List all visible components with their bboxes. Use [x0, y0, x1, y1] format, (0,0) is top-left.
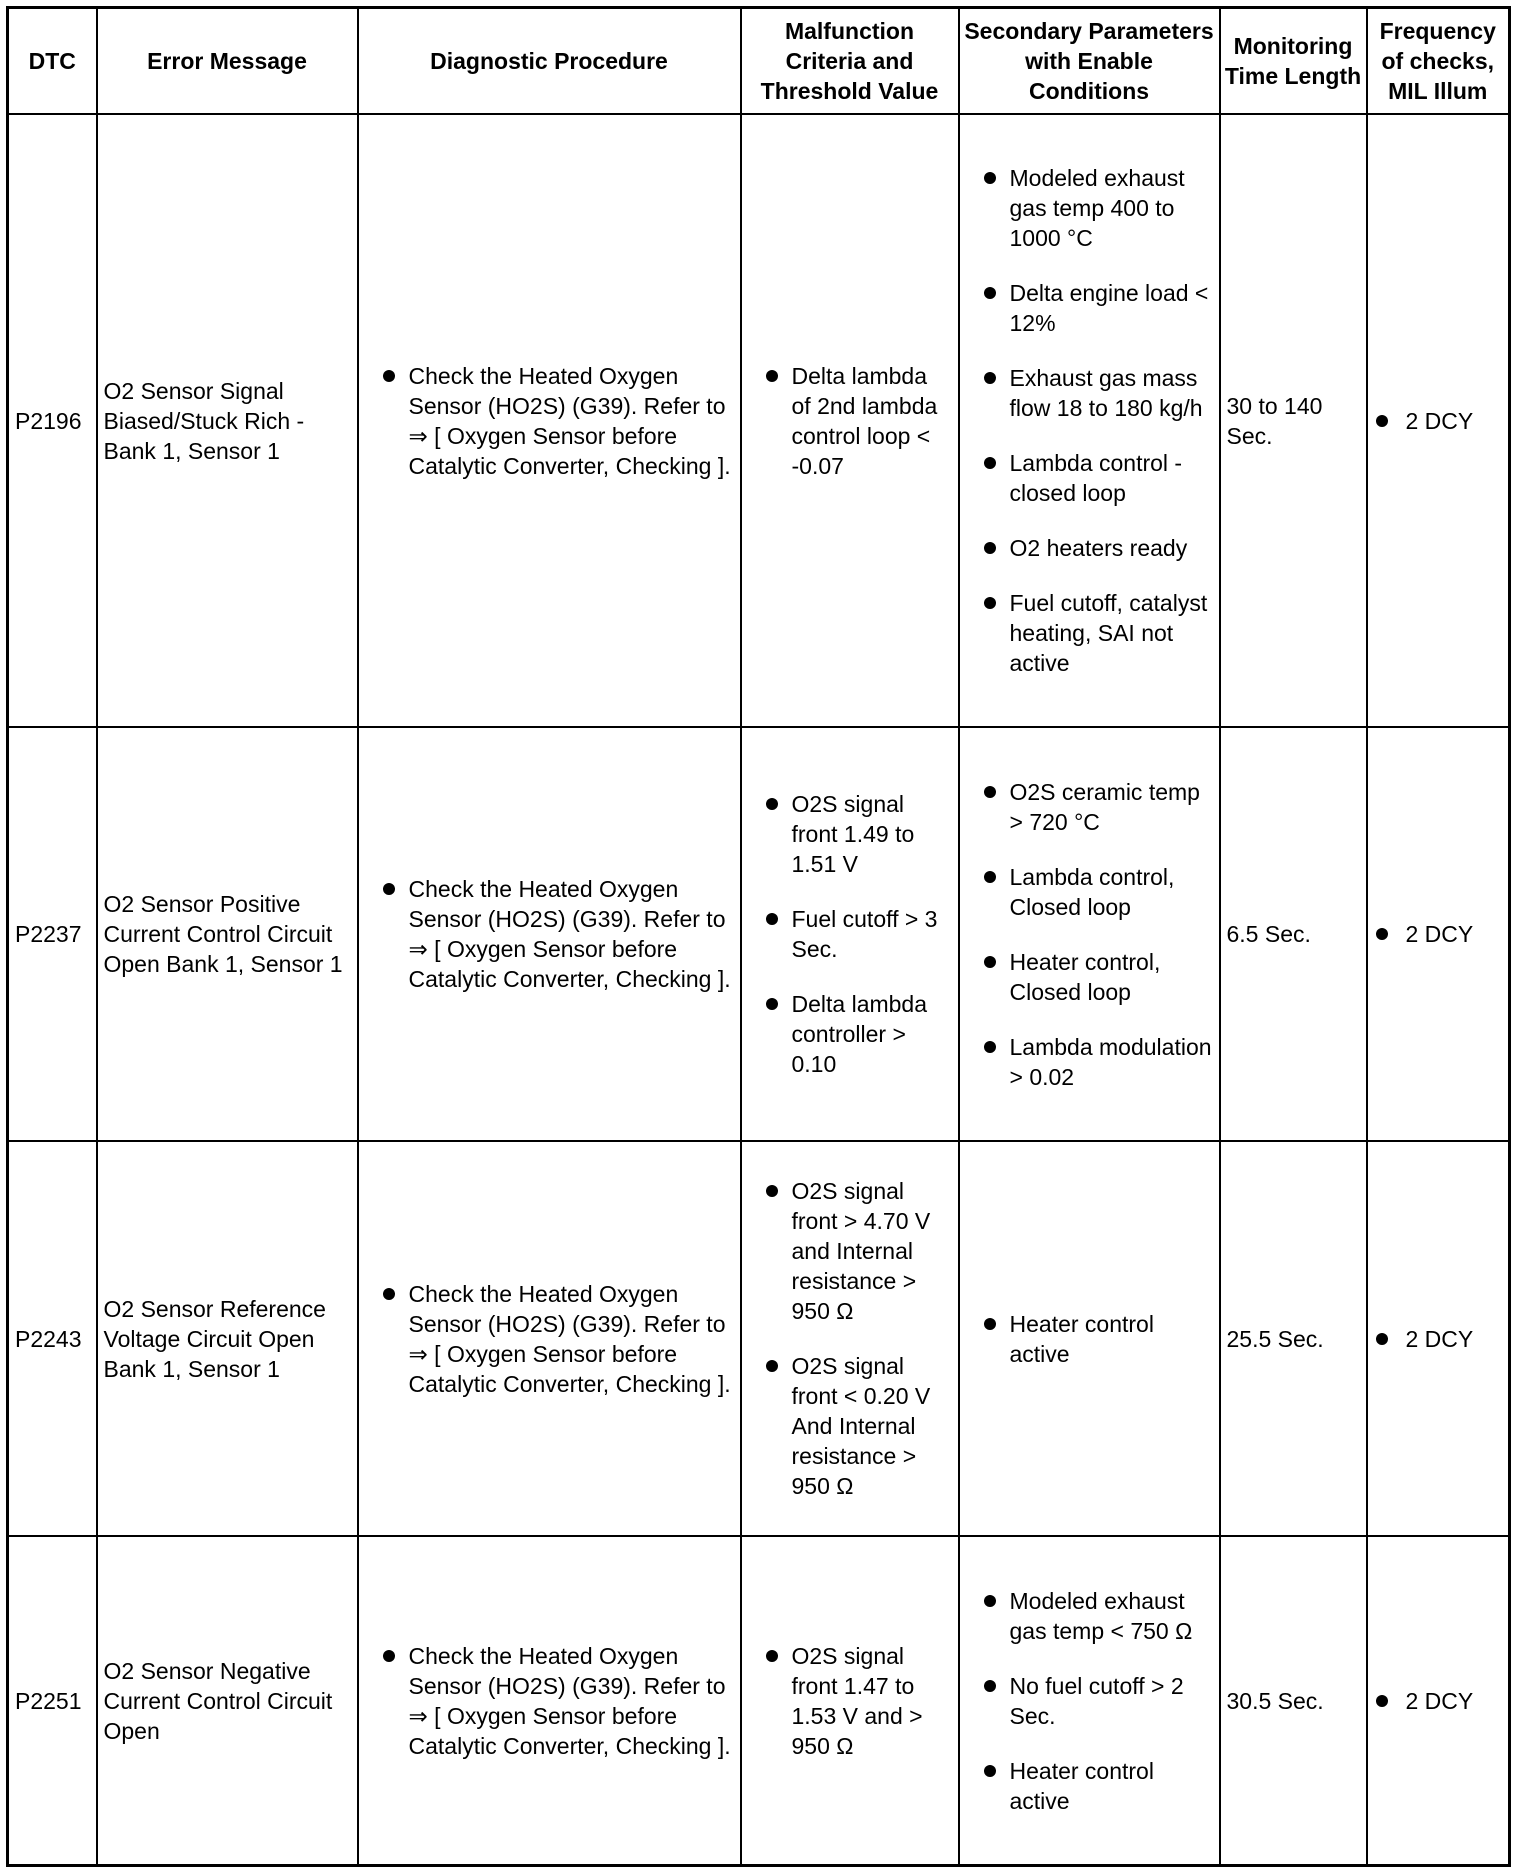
- secondary-item: Heater control active: [966, 1756, 1213, 1816]
- header-secondary-parameters: Secondary Parameters with Enable Conditions: [959, 8, 1220, 115]
- table-row: [8, 727, 1510, 1141]
- criteria-item: Delta lambda of 2nd lambda control loop < -0.07: [748, 361, 952, 481]
- criteria-item: O2S signal front > 4.70 V and Internal resistance > 950 Ω: [748, 1176, 952, 1326]
- diagnostic-procedure: [358, 727, 741, 1141]
- header-frequency: Frequency of checks, MIL Illum: [1367, 8, 1510, 115]
- frequency-value: 2 DCY: [1374, 406, 1474, 436]
- dtc-table: [6, 6, 1511, 1867]
- monitoring-time: 25.5 Sec.: [1220, 1141, 1367, 1536]
- frequency-value: 2 DCY: [1374, 1686, 1474, 1716]
- monitoring-time: 30 to 140 Sec.: [1220, 114, 1367, 727]
- diagnostic-procedure: [358, 114, 741, 727]
- secondary-item: Delta engine load < 12%: [966, 278, 1213, 338]
- header-diagnostic-procedure: Diagnostic Procedure: [358, 8, 741, 115]
- criteria-item: O2S signal front < 0.20 V And Internal resistance > 950 Ω: [748, 1351, 952, 1501]
- error-message: O2 Sensor Negative Current Control Circuit Open: [97, 1536, 358, 1866]
- secondary-parameters: [959, 114, 1220, 727]
- secondary-parameters: [959, 1141, 1220, 1536]
- criteria-item: O2S signal front 1.49 to 1.51 V: [748, 789, 952, 879]
- header-malfunction-criteria: Malfunction Criteria and Threshold Value: [741, 8, 959, 115]
- frequency-value: 2 DCY: [1374, 919, 1474, 949]
- frequency-value: 2 DCY: [1374, 1324, 1474, 1354]
- criteria-item: Fuel cutoff > 3 Sec.: [748, 904, 952, 964]
- secondary-item: Heater control, Closed loop: [966, 947, 1213, 1007]
- secondary-item: Lambda control - closed loop: [966, 448, 1213, 508]
- header-dtc: DTC: [8, 8, 97, 115]
- malfunction-criteria: [741, 114, 959, 727]
- table-row: [8, 1536, 1510, 1866]
- error-message: O2 Sensor Positive Current Control Circuit Open Bank 1, Sensor 1: [97, 727, 358, 1141]
- table-row: [8, 1141, 1510, 1536]
- header-error-message: Error Message: [97, 8, 358, 115]
- secondary-item: Exhaust gas mass flow 18 to 180 kg/h: [966, 363, 1213, 423]
- secondary-item: Heater control active: [966, 1309, 1213, 1369]
- dtc-code: P2237: [8, 727, 97, 1141]
- criteria-item: Delta lambda controller > 0.10: [748, 989, 952, 1079]
- secondary-item: Lambda control, Closed loop: [966, 862, 1213, 922]
- malfunction-criteria: [741, 1141, 959, 1536]
- procedure-item: Check the Heated Oxygen Sensor (HO2S) (G39). Refer to ⇒ [ Oxygen Sensor before Catalytic Converter, Checking ].: [365, 1279, 734, 1399]
- secondary-item: Lambda modulation > 0.02: [966, 1032, 1213, 1092]
- frequency-cell: [1367, 1536, 1510, 1866]
- secondary-item: Modeled exhaust gas temp 400 to 1000 °C: [966, 163, 1213, 253]
- procedure-item: Check the Heated Oxygen Sensor (HO2S) (G39). Refer to ⇒ [ Oxygen Sensor before Catalytic Converter, Checking ].: [365, 874, 734, 994]
- header-row: [8, 8, 1510, 115]
- malfunction-criteria: [741, 1536, 959, 1866]
- dtc-code: P2251: [8, 1536, 97, 1866]
- procedure-item: Check the Heated Oxygen Sensor (HO2S) (G39). Refer to ⇒ [ Oxygen Sensor before Catalytic Converter, Checking ].: [365, 1641, 734, 1761]
- secondary-item: No fuel cutoff > 2 Sec.: [966, 1671, 1213, 1731]
- dtc-code: P2243: [8, 1141, 97, 1536]
- diagnostic-procedure: [358, 1536, 741, 1866]
- procedure-item: Check the Heated Oxygen Sensor (HO2S) (G39). Refer to ⇒ [ Oxygen Sensor before Catalytic Converter, Checking ].: [365, 361, 734, 481]
- header-monitoring-time: Monitoring Time Length: [1220, 8, 1367, 115]
- secondary-item: Modeled exhaust gas temp < 750 Ω: [966, 1586, 1213, 1646]
- frequency-cell: [1367, 727, 1510, 1141]
- secondary-parameters: [959, 1536, 1220, 1866]
- diagnostic-procedure: [358, 1141, 741, 1536]
- frequency-cell: [1367, 114, 1510, 727]
- secondary-item: O2S ceramic temp > 720 °C: [966, 777, 1213, 837]
- table-row: [8, 114, 1510, 727]
- frequency-cell: [1367, 1141, 1510, 1536]
- malfunction-criteria: [741, 727, 959, 1141]
- monitoring-time: 30.5 Sec.: [1220, 1536, 1367, 1866]
- secondary-item: O2 heaters ready: [966, 533, 1213, 563]
- criteria-item: O2S signal front 1.47 to 1.53 V and > 950 Ω: [748, 1641, 952, 1761]
- monitoring-time: 6.5 Sec.: [1220, 727, 1367, 1141]
- error-message: O2 Sensor Reference Voltage Circuit Open Bank 1, Sensor 1: [97, 1141, 358, 1536]
- error-message: O2 Sensor Signal Biased/Stuck Rich - Bank 1, Sensor 1: [97, 114, 358, 727]
- secondary-item: Fuel cutoff, catalyst heating, SAI not active: [966, 588, 1213, 678]
- secondary-parameters: [959, 727, 1220, 1141]
- dtc-code: P2196: [8, 114, 97, 727]
